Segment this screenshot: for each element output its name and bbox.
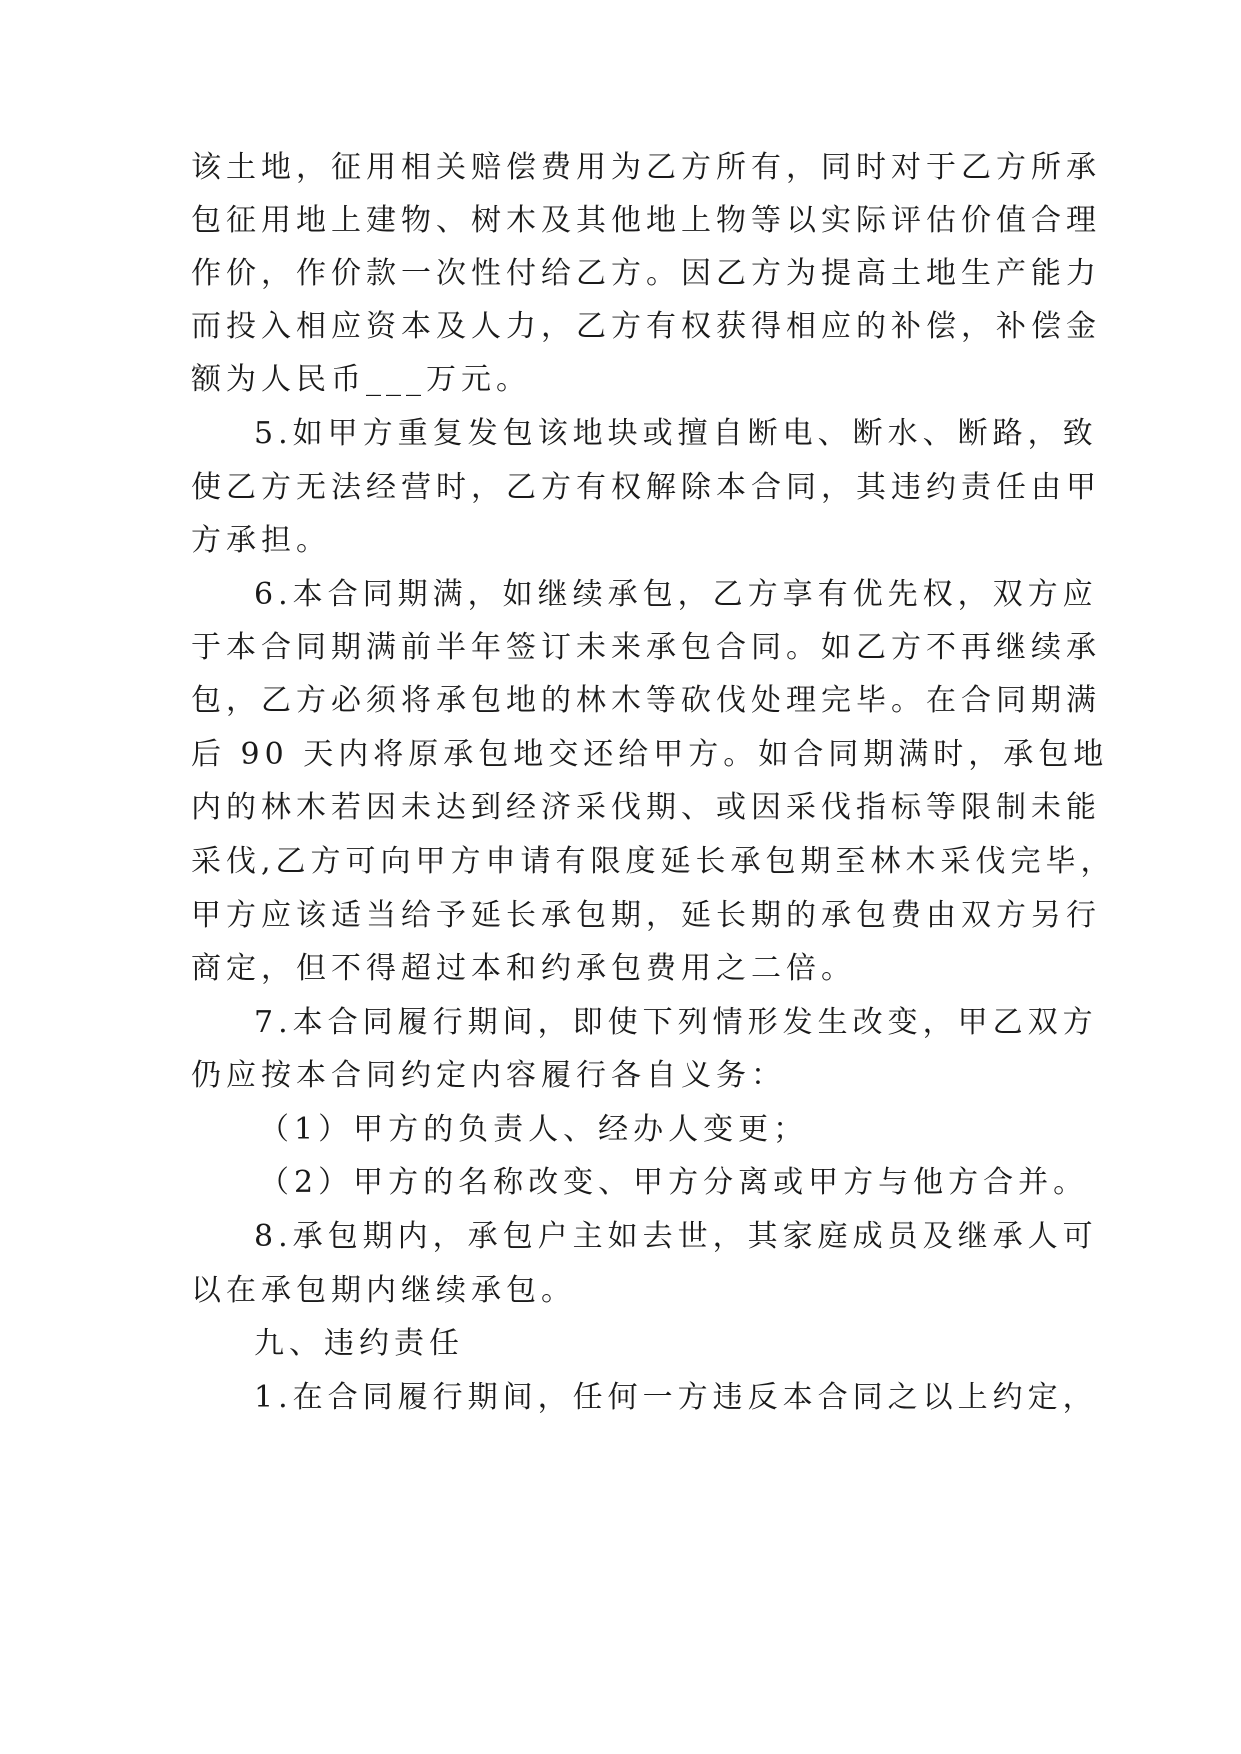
text-line: 内的林木若因未达到经济采伐期、或因采伐指标等限制未能 (191, 790, 1101, 825)
clause-5: 5.如甲方重复发包该地块或擅自断电、断水、断路，致 (254, 416, 1098, 451)
text-line: 包征用地上建物、树木及其他地上物等以实际评估价值合理 (191, 203, 1101, 238)
text-line: 使乙方无法经营时，乙方有权解除本合同，其违约责任由甲 (191, 470, 1101, 505)
clause-8: 8.承包期内，承包户主如去世，其家庭成员及继承人可 (254, 1219, 1098, 1254)
clause-9-1: 1.在合同履行期间，任何一方违反本合同之以上约定， (254, 1380, 1098, 1415)
text-line: 作价，作价款一次性付给乙方。因乙方为提高土地生产能力 (191, 256, 1101, 291)
text-line: 后 90 天内将原承包地交还给甲方。如合同期满时，承包地 (191, 737, 1109, 772)
text-line: 方承担。 (191, 523, 331, 558)
text-line: 甲方应该适当给予延长承包期，延长期的承包费由双方另行 (191, 898, 1101, 933)
text-line: 仍应按本合同约定内容履行各自义务： (191, 1058, 786, 1093)
clause-6: 6.本合同期满，如继续承包，乙方享有优先权，双方应 (254, 577, 1098, 612)
text-line: 包，乙方必须将承包地的林木等砍伐处理完毕。在合同期满 (191, 683, 1101, 718)
clause-7: 7.本合同履行期间，即使下列情形发生改变，甲乙双方 (254, 1005, 1098, 1040)
text-line: 以在承包期内继续承包。 (191, 1273, 576, 1308)
text-line: 采伐,乙方可向甲方申请有限度延长承包期至林木采伐完毕， (191, 844, 1116, 879)
text-line: 而投入相应资本及人力，乙方有权获得相应的补偿，补偿金 (191, 309, 1101, 344)
text-line: 于本合同期满前半年签订未来承包合同。如乙方不再继续承 (191, 630, 1101, 665)
section-heading: 九、违约责任 (254, 1326, 464, 1361)
sub-item-1: （1）甲方的负责人、经办人变更； (259, 1112, 809, 1147)
text-line: 额为人民币___万元。 (191, 362, 531, 397)
sub-item-2: （2）甲方的名称改变、甲方分离或甲方与他方合并。 (259, 1165, 1089, 1200)
text-line: 该土地，征用相关赔偿费用为乙方所有，同时对于乙方所承 (191, 150, 1101, 185)
text-line: 商定，但不得超过本和约承包费用之二倍。 (191, 951, 856, 986)
